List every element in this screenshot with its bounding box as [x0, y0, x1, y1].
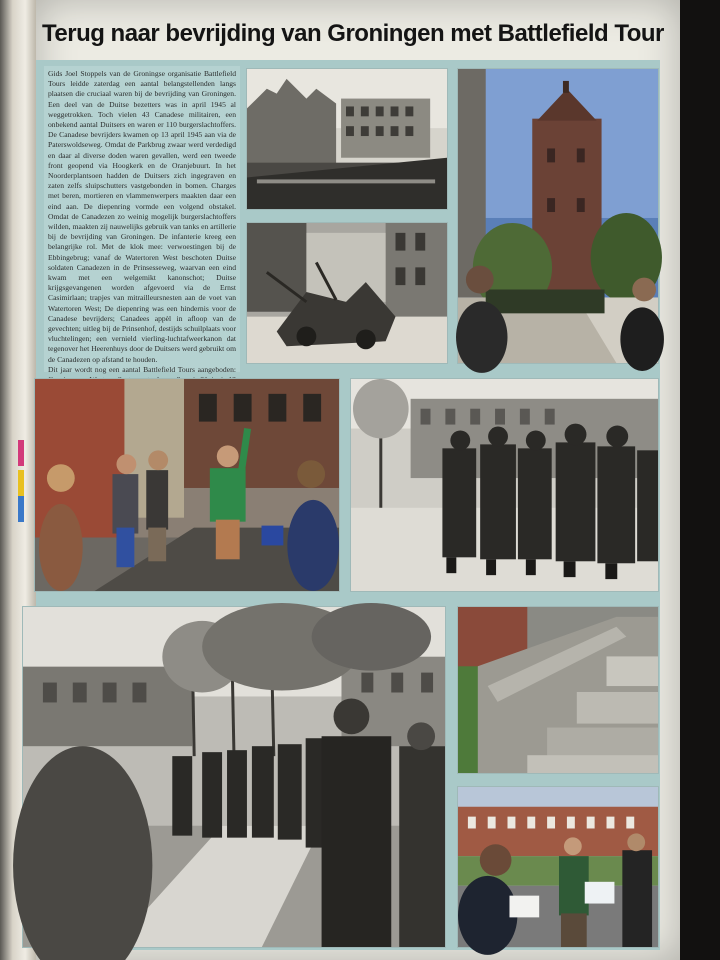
photo-destroyed-buildings: [246, 68, 448, 210]
binder-tab: [18, 470, 24, 496]
article-paragraph: Gids Joel Stoppels van de Groningse organisatie Battlefield Tours leidde zaterdag een aantal belangstellenden langs plaatsen die cruciaal waren bij de bevrijding van Groningen. Een deel van de Duitse bezetters was in april 1945 al weggetrokken. Toch vielen 43 Canadese militairen, een onbekend aantal Duitsers en waren er 110 burgerslachtoffers. De Canadese bevrijders kwamen op 13 april 1945 aan via de Paterswoldseweg. Omdat de Parkbrug zwaar werd verdedigd en daar al diverse doden waren gevallen, werd een tweede front geopend via Hoogkerk en de Oranjebuurt. In het Noorderplantsoen hadden de Duitsers zich ingegraven en zaten zelfs sluipschutters vastgebonden in bomen. Charges met beren, mortieren en vlammenwerpers maakten daar een eind aan. De diepenring vormde een volgend obstakel. Omdat de Canadezen zo weinig mogelijk burgerslachtoffers wilden, maakten zij nauwelijks gebruik van tanks en artillerie bij de bevrijding van Groningen. De infanterie kreeg een belangrijke rol. Met de klok mee: verwoestingen bij de Ebbingebrug; vanaf de Watertoren West beschoten Duitse soldaten Canadezen in de Prinsesseweg, waarvan een eind kwam met een welgemikt kanonschot; Duitse krijgsgevangenen worden afgevoerd via de Ernst Casimirlaan; trapjes van mitrailleursnesten aan de voet van Watertoren West; De diepenring was een hindernis voor de Canadese bevrijders; Canadees appèl in afloop van de gevechten; uitleg bij de Prinsenhof, destijds schuilplaats voor vluchtelingen; een vernield vierling-luchtafweerkanon dat tegenover het Heerenhuys door de Duitsers werd gebruikt om de Canadezen op afstand te houden.: [48, 69, 236, 364]
photo-guide-with-map: [457, 786, 659, 948]
binder-tab: [18, 440, 24, 466]
background-edge: [680, 0, 720, 960]
article-title: Terug naar bevrijding van Groningen met Battlefield Tour: [42, 20, 664, 47]
photo-flak-wreck: [246, 222, 448, 364]
photo-water-tower: [457, 68, 659, 364]
photo-canadian-roll-call: [22, 606, 446, 948]
binder-tab: [18, 496, 24, 522]
photo-german-prisoners: [350, 378, 659, 592]
article-body: [44, 66, 240, 372]
article-paragraph: Dit jaar wordt nog een aantal Battlefield Tours aangeboden:: [48, 364, 236, 374]
photo-tour-group: [34, 378, 340, 592]
photo-gun-nest-steps: [457, 606, 659, 774]
